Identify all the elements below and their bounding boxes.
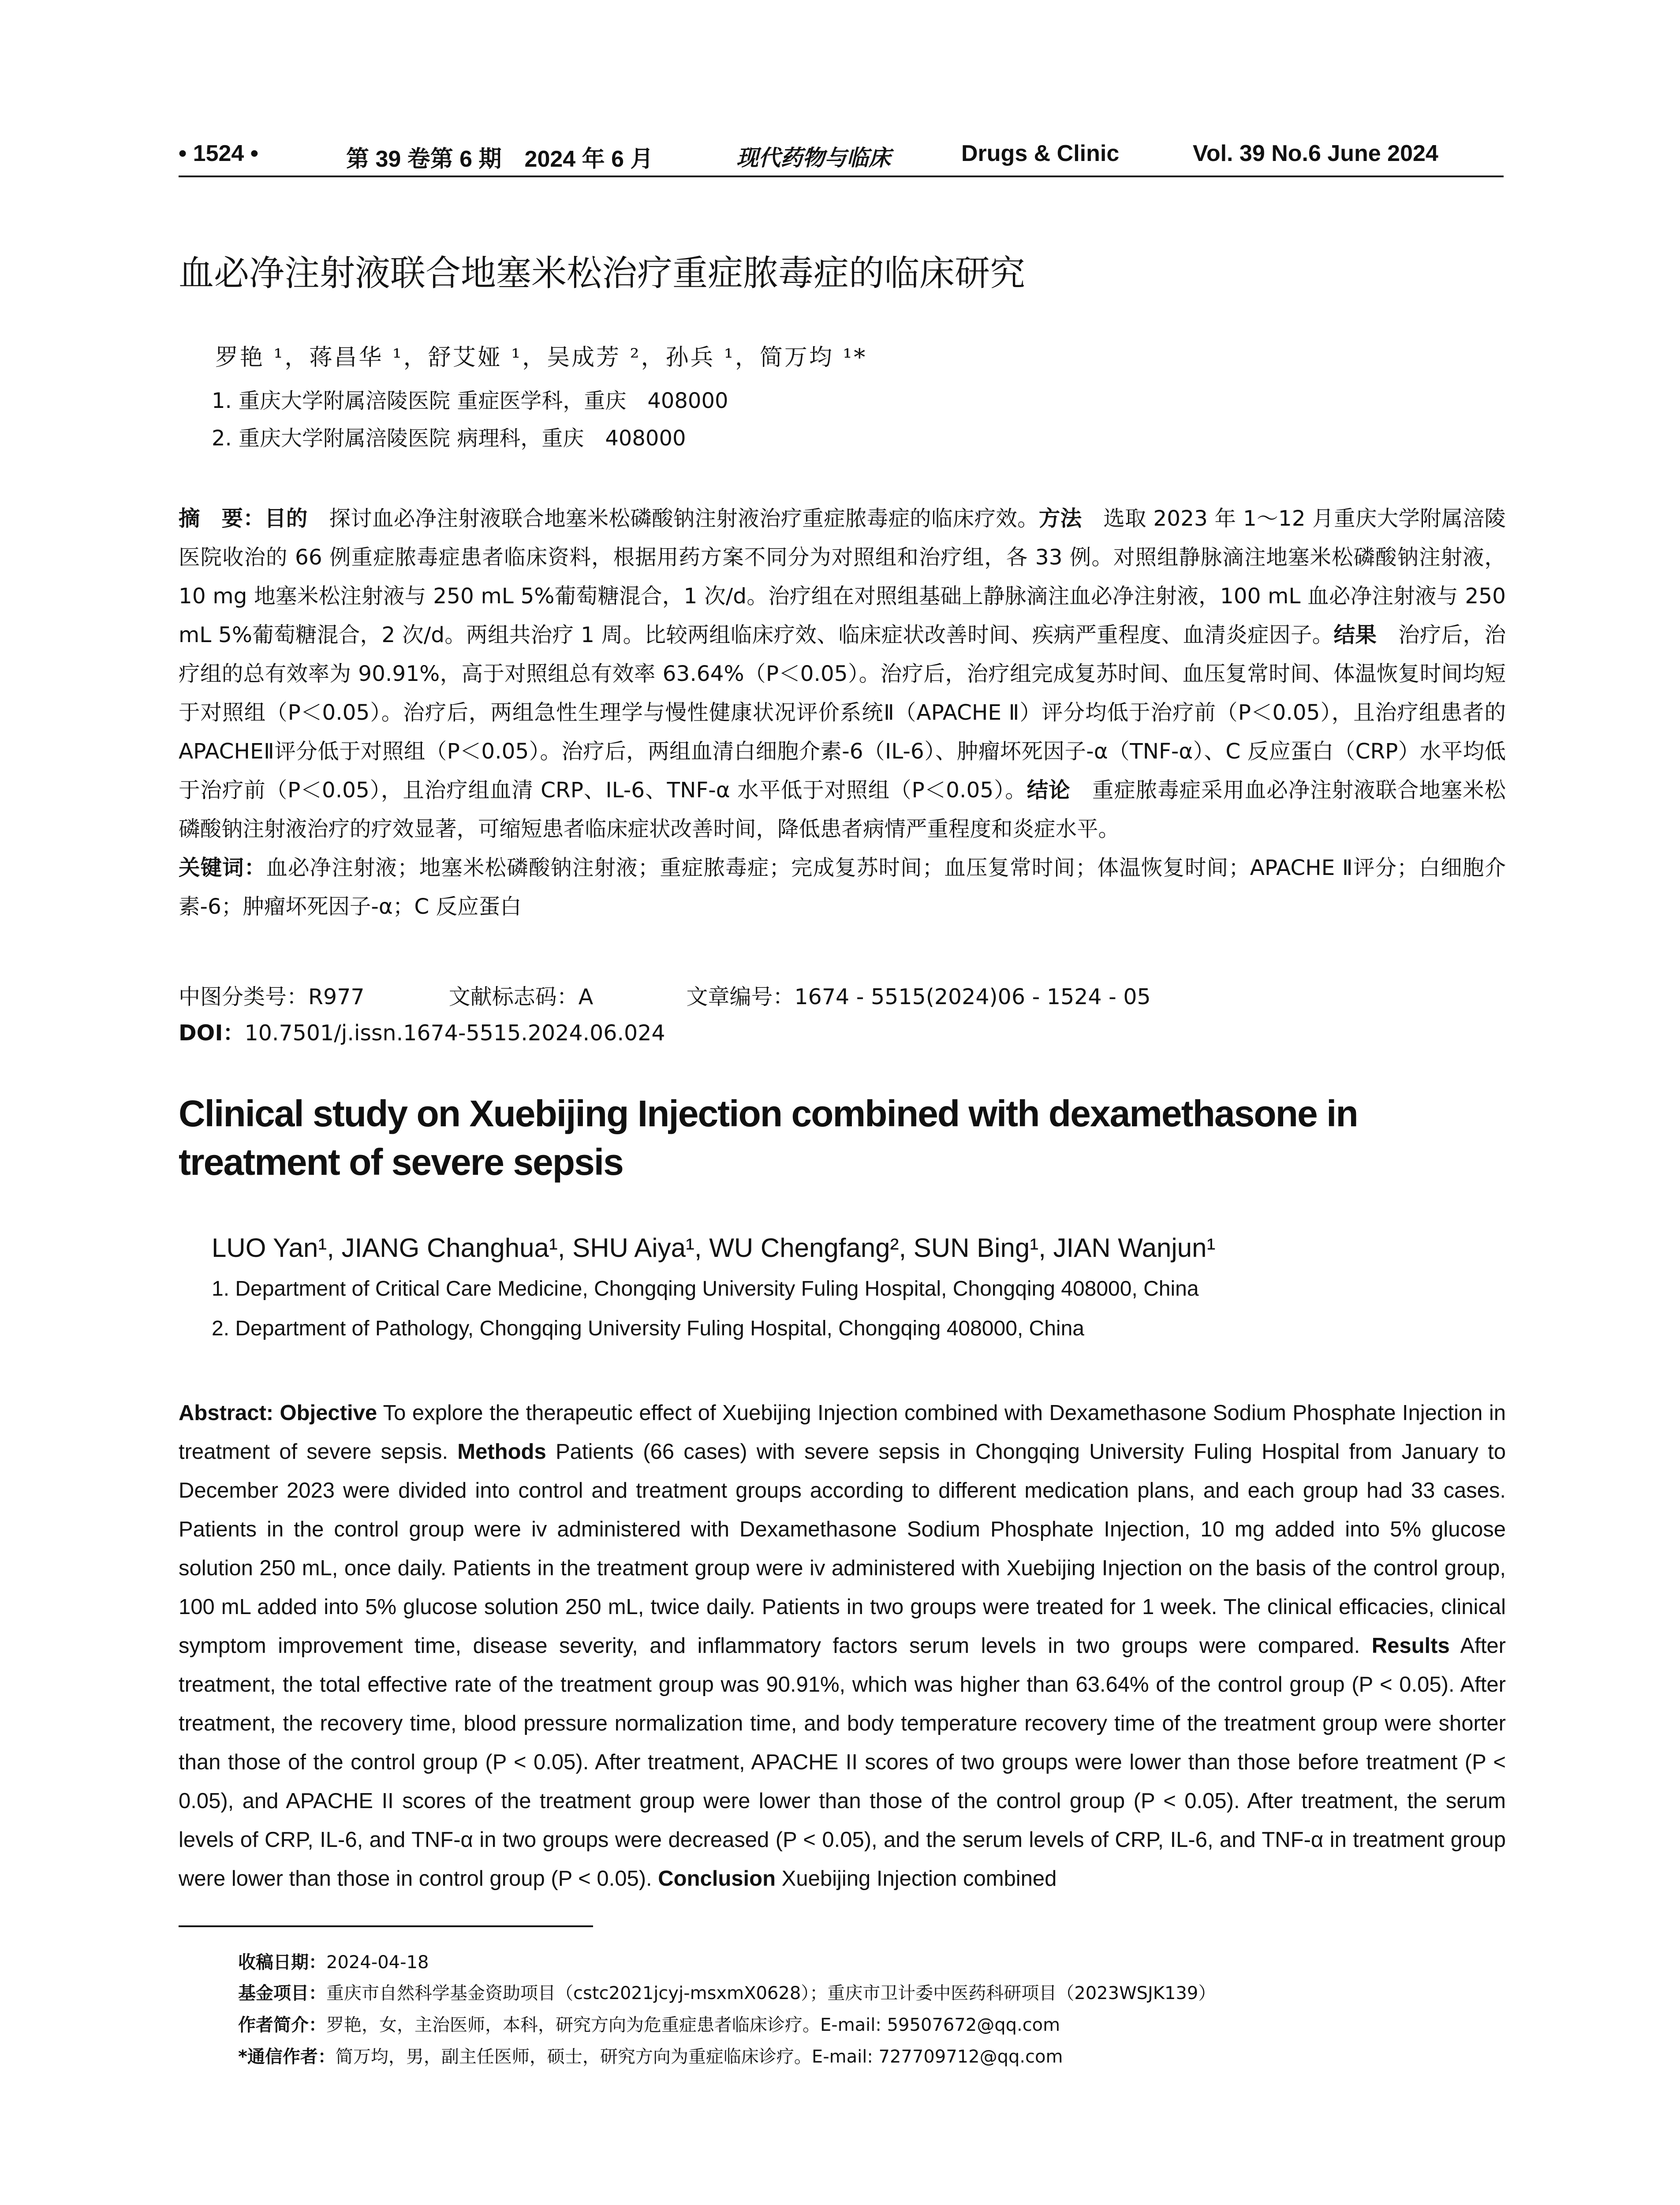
clc-label: 中图分类号： <box>179 984 309 1009</box>
received-label: 收稿日期： <box>238 1952 326 1973</box>
issue-cn: 第 39 卷第 6 期 2024 年 6 月 <box>346 146 653 172</box>
footnote-received <box>238 1948 429 1973</box>
authors-cn: 罗艳 ¹，蒋昌华 ¹，舒艾娅 ¹，吴成芳 ²，孙兵 ¹，简万均 ¹* <box>215 344 867 371</box>
doc-code-label: 文献标志码： <box>448 984 579 1009</box>
conclusion-en-text: Xuebijing Injection combined <box>776 1867 1057 1891</box>
header-divider <box>179 176 1504 177</box>
methods-en-label: Methods <box>457 1440 546 1464</box>
objective-en-label: Objective <box>280 1401 377 1425</box>
methods-cn-text: 选取 2023 年 1～12 月重庆大学附属涪陵医院收治的 66 例重症脓毒症患者临床资料，根据用药方案不同分为对照组和治疗组，各 33 例。对照组静脉滴注地塞米松磷酸钠注射液，10 mg 地塞米松注射液与 250 mL 5%葡萄糖混合，1 次/d。治疗组在对照组基础上静脉滴注血必净注射液，100 mL 血必净注射液与 250 mL 5%葡萄糖混合，2 次/d。两组共治疗 1 周。比较两组临床疗效、临床症状改善时间、疾病严重程度、血清炎症因子。 <box>179 506 1506 647</box>
affiliation-cn-1: 1. 重庆大学附属涪陵医院 重症医学科，重庆 408000 <box>212 389 728 413</box>
methods-en-text: Patients (66 cases) with severe sepsis in Chongqing University Fuling Hospital from January to December 2023 were divided into control and treatment groups according to different medication plans, and each group had 33 cases. Patients in the control group were iv administered with Dexamethasone Sodium Phosphate Injection, 10 mg added into 5% glucose solution 250 mL, once daily. Patients in the treatment group were iv administered with Xuebijing Injection on the basis of the control group, 100 mL added into 5% glucose solution 250 mL, twice daily. Patients in two groups were treated for 1 week. The clinical efficacies, clinical symptom improvement time, disease severity, and inflammatory factors serum levels in two groups were compared. <box>179 1440 1506 1658</box>
keywords-cn-label: 关键词： <box>179 856 266 880</box>
results-cn-text: 治疗后，治疗组的总有效率为 90.91%，高于对照组总有效率 63.64%（P＜0.05）。治疗后，治疗组完成复苏时间、血压复常时间、体温恢复时间均短于对照组（P＜0.05）。治疗后，两组急性生理学与慢性健康状况评价系统Ⅱ（APACHE Ⅱ）评分均低于治疗前（P＜0.05），且治疗组患者的 APACHEⅡ评分低于对照组（P＜0.05）。治疗后，两组血清白细胞介素-6（IL-6）、肿瘤坏死因子-α（TNF-α）、C 反应蛋白（CRP）水平均低于治疗前（P＜0.05），且治疗组血清 CRP、IL-6、TNF-α 水平低于对照组（P＜0.05）。 <box>179 623 1506 803</box>
affiliation-cn-2: 2. 重庆大学附属涪陵医院 病理科，重庆 408000 <box>212 426 686 451</box>
issue-en: Vol. 39 No.6 June 2024 <box>1193 141 1438 166</box>
conclusion-cn-text: 重症脓毒症采用血必净注射液联合地塞米松磷酸钠注射液治疗的疗效显著，可缩短患者临床症状改善时间，降低患者病情严重程度和炎症水平。 <box>179 778 1506 841</box>
affiliation-en-2: 2. Department of Pathology, Chongqing University Fuling Hospital, Chongqing 408000, China <box>212 1317 1084 1340</box>
classification-line <box>179 980 1151 1011</box>
objective-cn-label: 目的 <box>265 506 308 531</box>
corresponding-label: *通信作者： <box>238 2047 336 2067</box>
received-date: 2024-04-18 <box>326 1952 429 1973</box>
abstract-en-label: Abstract: <box>179 1401 280 1425</box>
journal-name-en: Drugs & Clinic <box>961 141 1120 166</box>
results-en-label: Results <box>1371 1634 1450 1658</box>
doc-code-value: A <box>578 984 594 1009</box>
abstract-cn <box>179 499 1506 926</box>
objective-en-text: To explore the therapeutic effect of Xuebijing Injection combined with Dexamethasone Sodium Phosphate Injection in treatment of severe sepsis. <box>179 1401 1506 1464</box>
objective-cn-text: 探讨血必净注射液联合地塞米松磷酸钠注射液治疗重症脓毒症的临床疗效。 <box>307 506 1039 531</box>
fund-text: 重庆市自然科学基金资助项目（cstc2021jcyj-msxmX0628）；重庆市卫计委中医药科研项目（2023WSJK139） <box>326 1983 1216 2003</box>
corresponding-text: 简万均，男，副主任医师，硕士，研究方向为重症临床诊疗。E-mail: 727709712@qq.com <box>335 2047 1063 2067</box>
running-header <box>179 140 1504 174</box>
authors-en: LUO Yan¹, JIANG Changhua¹, SHU Aiya¹, WU Chengfang², SUN Bing¹, JIAN Wanjun¹ <box>212 1233 1216 1263</box>
conclusion-cn-label: 结论 <box>1027 778 1071 803</box>
results-cn-label: 结果 <box>1333 623 1377 647</box>
doi-label: DOI： <box>179 1020 245 1046</box>
doi-line <box>179 1016 665 1047</box>
article-no-label: 文章编号： <box>686 984 795 1009</box>
page-number: • 1524 • <box>179 141 258 166</box>
doi-link[interactable]: 10.7501/j.issn.1674-5515.2024.06.024 <box>244 1020 665 1046</box>
fund-label: 基金项目： <box>238 1983 326 2003</box>
author-bio-text: 罗艳，女，主治医师，本科，研究方向为危重症患者临床诊疗。E-mail: 59507672@qq.com <box>326 2015 1060 2035</box>
abstract-cn-label: 摘 要： <box>179 506 265 531</box>
footnote-divider <box>179 1925 593 1927</box>
footnote-corresponding <box>238 2043 1063 2068</box>
article-title-en: Clinical study on Xuebijing Injection combined with dexamethasone in treatment of severe sepsis <box>179 1093 1358 1183</box>
author-bio-label: 作者简介： <box>238 2015 326 2035</box>
article-title-cn: 血必净注射液联合地塞米松治疗重症脓毒症的临床研究 <box>179 253 1025 294</box>
clc-value: R977 <box>308 984 365 1009</box>
journal-name-cn: 现代药物与临床 <box>736 145 891 171</box>
footnote-fund <box>238 1979 1216 2004</box>
affiliation-en-1: 1. Department of Critical Care Medicine, Chongqing University Fuling Hospital, Chongqing 408000, China <box>212 1277 1199 1301</box>
keywords-cn-text: 血必净注射液；地塞米松磷酸钠注射液；重症脓毒症；完成复苏时间；血压复常时间；体温恢复时间；APACHE Ⅱ评分；白细胞介素-6；肿瘤坏死因子-α；C 反应蛋白 <box>179 856 1506 919</box>
methods-cn-label: 方法 <box>1038 506 1082 531</box>
conclusion-en-label: Conclusion <box>658 1867 776 1891</box>
article-no-value: 1674 - 5515(2024)06 - 1524 - 05 <box>794 984 1151 1009</box>
results-en-text: After treatment, the total effective rate of the treatment group was 90.91%, which was higher than 63.64% of the control group (P < 0.05). After treatment, the recovery time, blood pressure normalization time, and body temperature recovery time of the treatment group were shorter than those of the control group (P < 0.05). After treatment, APACHE II scores of two groups were lower than those before treatment (P < 0.05), and APACHE II scores of the treatment group were lower than those of the control group (P < 0.05). After treatment, the serum levels of CRP, IL-6, and TNF-α in two groups were decreased (P < 0.05), and the serum levels of CRP, IL-6, and TNF-α in treatment group were lower than those in control group (P < 0.05). <box>179 1634 1506 1891</box>
abstract-en <box>179 1394 1506 1898</box>
footnote-author <box>238 2011 1060 2036</box>
